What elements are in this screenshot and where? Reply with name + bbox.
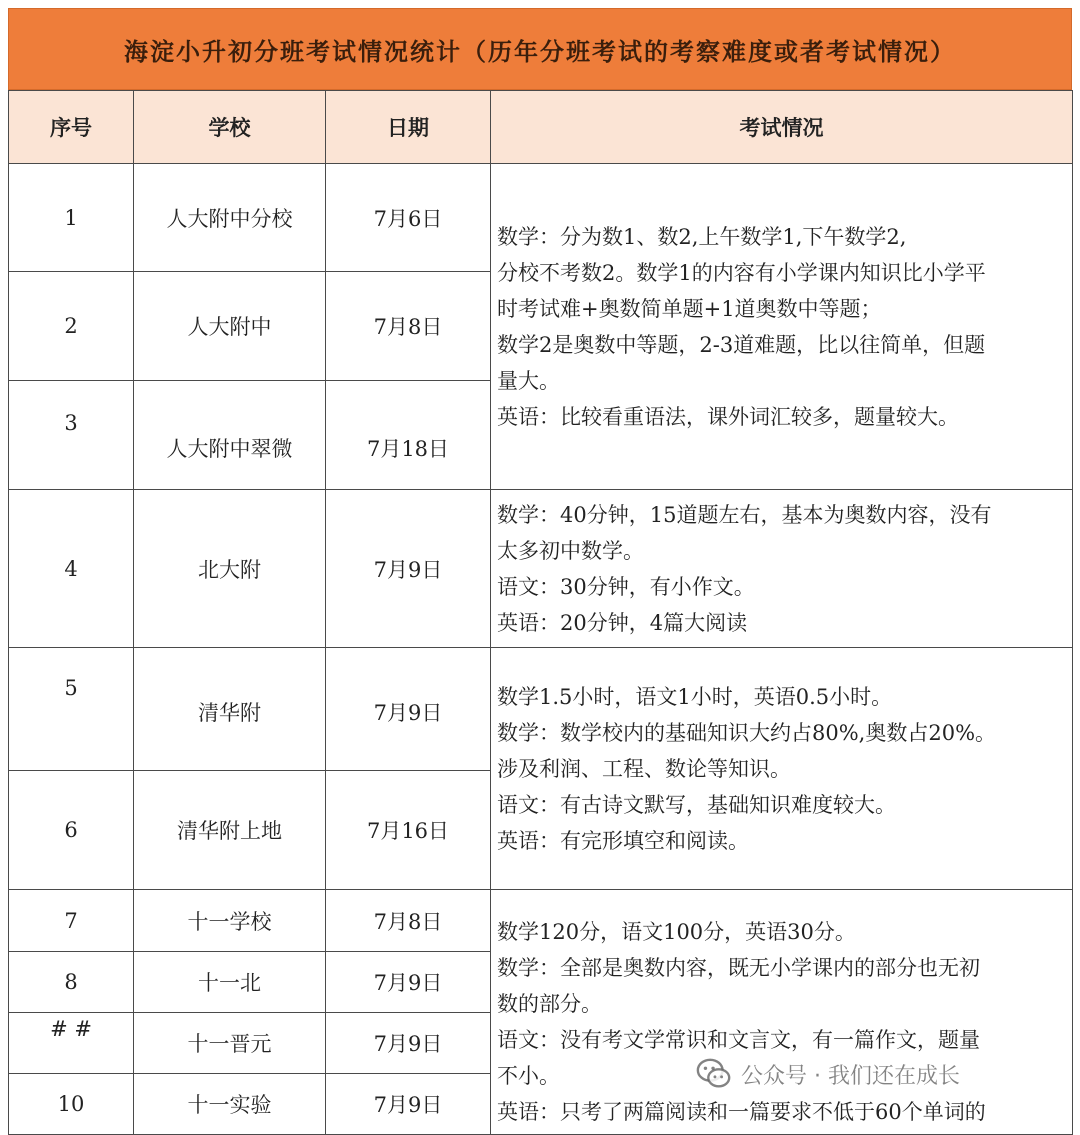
table-row: [9, 164, 1073, 272]
row-school: 清华附上地: [134, 771, 326, 890]
situation-line: 数学：40分钟，15道题左右，基本为奥数内容，没有: [497, 502, 992, 527]
table-title-bar: [8, 8, 1072, 90]
row-school: 十一实验: [134, 1073, 326, 1134]
row-date: 7月16日: [326, 771, 491, 890]
situation-cell: [491, 490, 1073, 648]
row-index: 6: [9, 771, 134, 890]
wechat-icon: [695, 1055, 733, 1093]
row-school: 十一晋元: [134, 1013, 326, 1074]
situation-line: 数学：全部是奥数内容，既无小学课内的部分也无初: [497, 956, 980, 980]
situation-line: 数学120分，语文100分，英语30分。: [497, 920, 856, 944]
situation-cell: [491, 164, 1073, 490]
row-index: 8: [9, 952, 134, 1013]
row-index: # #: [9, 1013, 134, 1074]
exam-table: [8, 90, 1073, 1135]
row-school: 清华附: [134, 648, 326, 771]
row-index: 5: [9, 648, 134, 771]
situation-line: 数的部分。: [497, 992, 602, 1016]
row-date: 7月9日: [326, 648, 491, 771]
row-date: 7月18日: [326, 381, 491, 490]
table-row: [9, 490, 1073, 648]
situation-line: 量大。: [497, 368, 560, 393]
row-date: 7月9日: [326, 1013, 491, 1074]
situation-line: 涉及利润、工程、数论等知识。: [497, 756, 791, 781]
header-date: 日期: [326, 91, 491, 164]
row-index: 2: [9, 272, 134, 381]
header-situation: 考试情况: [491, 91, 1073, 164]
watermark: [695, 1052, 960, 1096]
row-school: 十一北: [134, 952, 326, 1013]
situation-line: 英语：有完形填空和阅读。: [497, 828, 749, 853]
row-index: 1: [9, 164, 134, 272]
situation-line: 时考试难+奥数简单题+1道奥数中等题；: [497, 296, 882, 321]
situation-line: 语文：30分钟，有小作文。: [497, 574, 755, 599]
situation-line: 数学1.5小时，语文1小时，英语0.5小时。: [497, 684, 893, 709]
situation-line: 语文：没有考文学常识和文言文，有一篇作文，题量: [497, 1028, 980, 1052]
row-date: 7月9日: [326, 952, 491, 1013]
situation-line: 英语：只考了两篇阅读和一篇要求不低于60个单词的: [497, 1100, 986, 1124]
row-index: 4: [9, 490, 134, 648]
situation-line: 语文：有古诗文默写，基础知识难度较大。: [497, 792, 896, 817]
row-index: 7: [9, 890, 134, 952]
row-date: 7月9日: [326, 1073, 491, 1134]
situation-line: 分校不考数2。数学1的内容有小学课内知识比小学平: [497, 260, 986, 285]
row-index: 10: [9, 1073, 134, 1134]
row-school: 北大附: [134, 490, 326, 648]
situation-line: 数学：分为数1、数2,上午数学1,下午数学2,: [497, 224, 907, 249]
row-date: 7月8日: [326, 272, 491, 381]
watermark-text: 公众号 · 我们还在成长: [741, 1063, 960, 1089]
row-date: 7月6日: [326, 164, 491, 272]
table-row: [9, 890, 1073, 952]
row-date: 7月8日: [326, 890, 491, 952]
header-row: [9, 91, 1073, 164]
row-school: 人大附中分校: [134, 164, 326, 272]
situation-line: 数学2是奥数中等题，2-3道难题，比以往简单，但题: [497, 332, 986, 357]
table-row: [9, 648, 1073, 771]
row-index: 3: [9, 381, 134, 490]
header-school: 学校: [134, 91, 326, 164]
row-school: 人大附中翠微: [134, 381, 326, 490]
table-title: 海淀小升初分班考试情况统计（历年分班考试的考察难度或者考试情况）: [124, 37, 956, 66]
header-index: 序号: [9, 91, 134, 164]
situation-line: 英语：20分钟，4篇大阅读: [497, 610, 748, 635]
situation-line: 数学：数学校内的基础知识大约占80%,奥数占20%。: [497, 720, 997, 745]
situation-cell: [491, 648, 1073, 890]
situation-line: 不小。: [497, 1064, 560, 1088]
row-date: 7月9日: [326, 490, 491, 648]
situation-cell: [491, 890, 1073, 1135]
row-school: 人大附中: [134, 272, 326, 381]
situation-line: 英语：比较看重语法，课外词汇较多，题量较大。: [497, 404, 959, 429]
situation-line: 太多初中数学。: [497, 538, 644, 563]
row-school: 十一学校: [134, 890, 326, 952]
